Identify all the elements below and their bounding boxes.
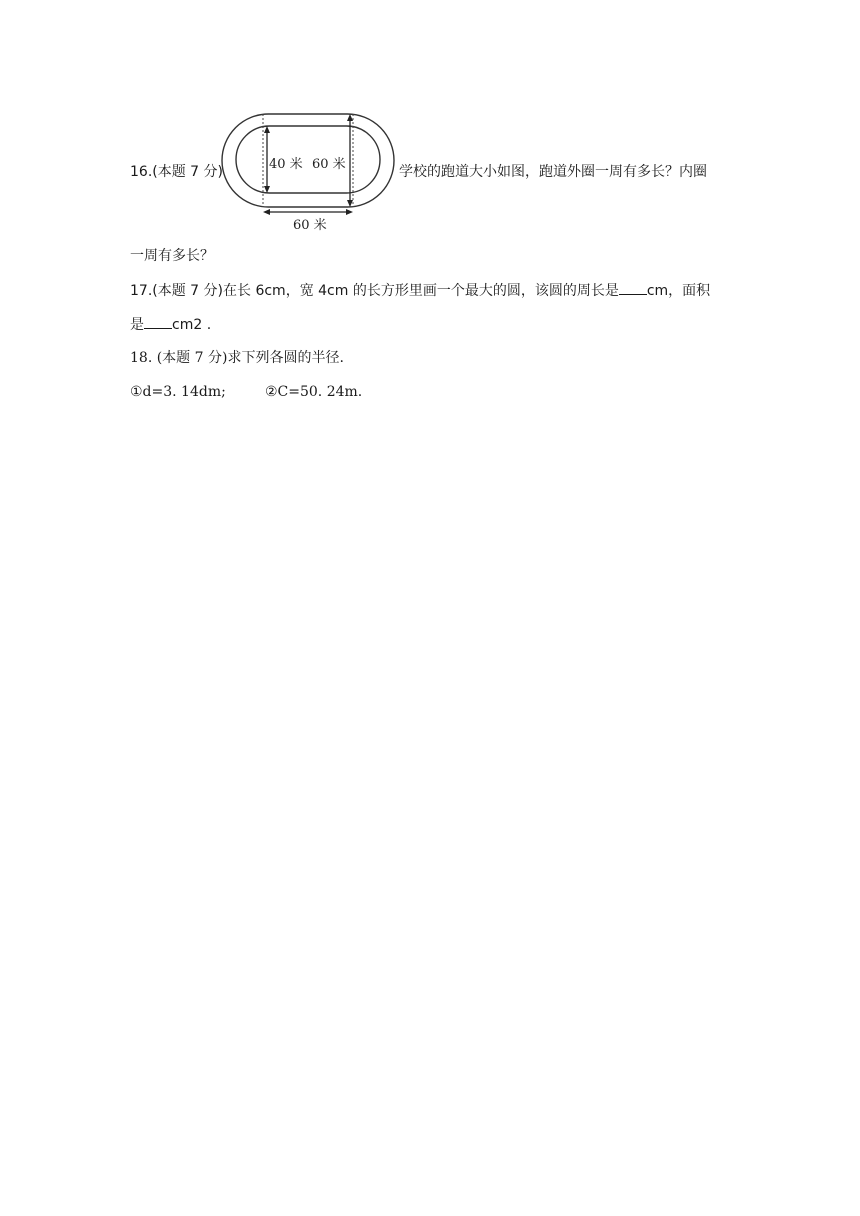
length-arrow-head-right xyxy=(346,209,353,215)
inner-width-label: 40 米 xyxy=(269,157,303,172)
inner-arrow-head-top xyxy=(264,126,270,133)
running-track-figure xyxy=(219,112,397,232)
outer-arrow-head-bottom xyxy=(347,200,353,207)
inner-arrow-head-bottom xyxy=(264,186,270,193)
track-inner-boundary xyxy=(236,126,380,193)
q18-item-1: ①d=3. 14dm; xyxy=(130,384,226,400)
length-arrow-head-left xyxy=(263,209,270,215)
q16-text-continued: 一周有多长？ xyxy=(130,248,214,264)
outer-arrow-head-top xyxy=(347,114,353,121)
outer-width-label: 60 米 xyxy=(312,157,346,172)
q17-text-d: cm2 . xyxy=(172,317,212,333)
q18-item-2: ②C=50. 24m. xyxy=(265,384,363,400)
q18-label: 18. (本题 7 分)求下列各圆的半径. xyxy=(130,350,344,366)
q17-text-b: cm，面积 xyxy=(646,283,711,299)
q17-line2 xyxy=(130,314,211,335)
q17-text-c: 是 xyxy=(130,317,144,333)
circumference-blank xyxy=(619,280,647,295)
q17-text-a: 17.(本题 7 分)在长 6cm，宽 4cm 的长方形里画一个最大的圆，该圆的周长是 xyxy=(130,283,619,299)
length-label: 60 米 xyxy=(293,218,327,232)
area-blank xyxy=(144,314,172,329)
q16-label: 16.(本题 7 分) xyxy=(130,164,223,180)
q17-line1 xyxy=(130,280,710,301)
q16-text-after-figure: 学校的跑道大小如图，跑道外圈一周有多长？内圈 xyxy=(399,164,707,180)
